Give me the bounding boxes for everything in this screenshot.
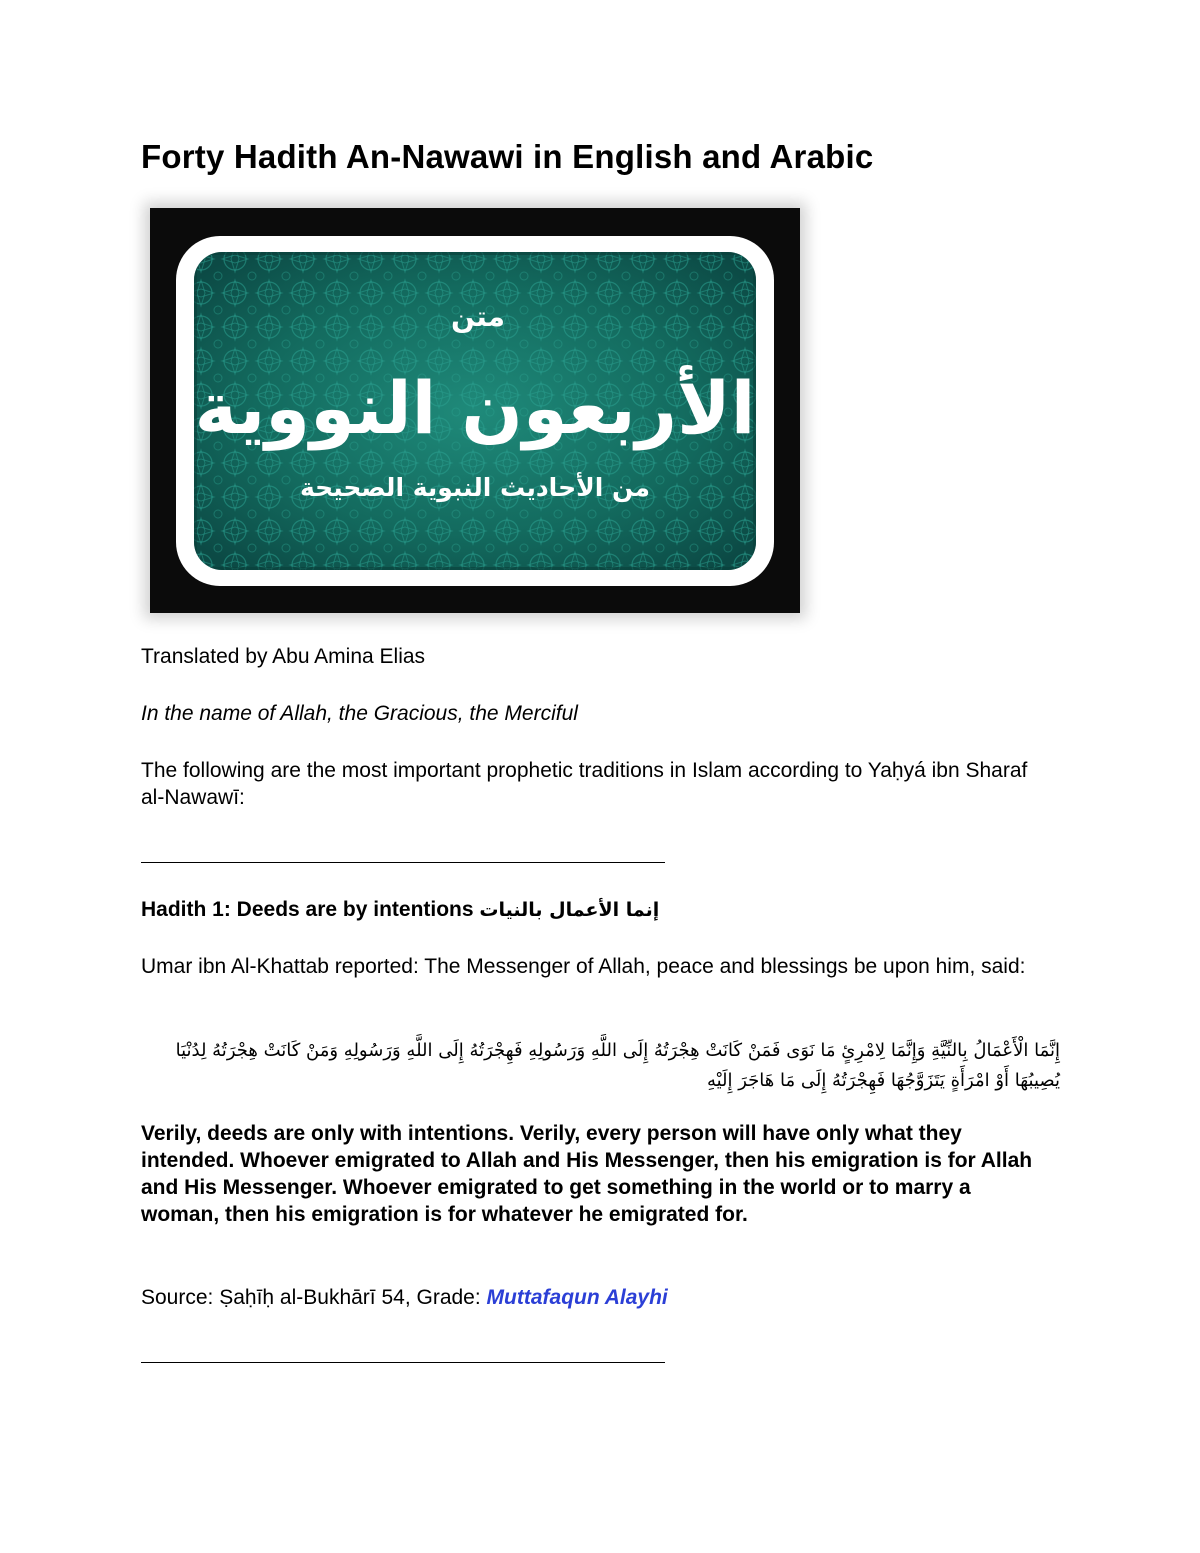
cover-image-graphic xyxy=(150,208,800,613)
cover-image xyxy=(150,208,800,613)
section-divider-top xyxy=(141,862,665,863)
hadith-1-heading-text: Hadith 1: Deeds are by intentions xyxy=(141,898,474,921)
basmala-line: In the name of Allah, the Gracious, the Merciful xyxy=(141,702,578,725)
hadith-1-arabic-text: إِنَّمَا الْأَعْمَالُ بِالنِّيَّةِ وَإِنَّمَا لِامْرِئٍ مَا نَوَى فَمَنْ كَانَتْ هِجْرَتُهُ إِلَى اللَّهِ وَرَسُولِهِ فَهِجْرَتُهُ إِلَى اللَّهِ وَرَسُولِهِ وَمَنْ كَانَتْ هِجْرَتُهُ لِدُنْيَا يُصِيبُهَا أَوْ امْرَأَةٍ يَتَزَوَّجُهَا فَهِجْرَتُهُ إِلَى مَا هَاجَرَ إِلَيْهِ xyxy=(175,1040,1060,1091)
translator-line: Translated by Abu Amina Elias xyxy=(141,645,426,668)
cover-arabic-top: متن xyxy=(451,300,505,333)
section-divider-bottom xyxy=(141,1362,665,1363)
hadith-1-narration: Umar ibn Al-Khattab reported: The Messenger of Allah, peace and blessings be upon him, said: xyxy=(141,955,1026,978)
document-title: Forty Hadith An-Nawawi in English and Arabic xyxy=(141,138,874,175)
hadith-1-source-label: Source: Ṣaḥīḥ al-Bukhārī 54, Grade: xyxy=(141,1286,487,1309)
hadith-1-heading xyxy=(141,896,1061,924)
hadith-1-source xyxy=(141,1284,1061,1311)
cover-arabic-subtitle: من الأحاديث النبوية الصحيحة xyxy=(300,473,650,502)
hadith-1-translation: Verily, deeds are only with intentions. Verily, every person will have only what they intended. Whoever emigrated to Allah and His Messenger, then his emigration is for Allah and His Messenger. Whoever emigrated to get something in the world or to marry a woman, then his emigration is for whatever he emigrated for. xyxy=(141,1122,1033,1226)
hadith-1-heading-arabic: إنما الأعمال بالنيات xyxy=(479,899,660,921)
intro-paragraph: The following are the most important prophetic traditions in Islam according to Yaḥyá ibn Sharaf al-Nawawī: xyxy=(141,759,1028,809)
cover-arabic-main: الأربعون النووية xyxy=(194,366,756,450)
grade-link[interactable]: Muttafaqun Alayhi xyxy=(486,1286,668,1309)
